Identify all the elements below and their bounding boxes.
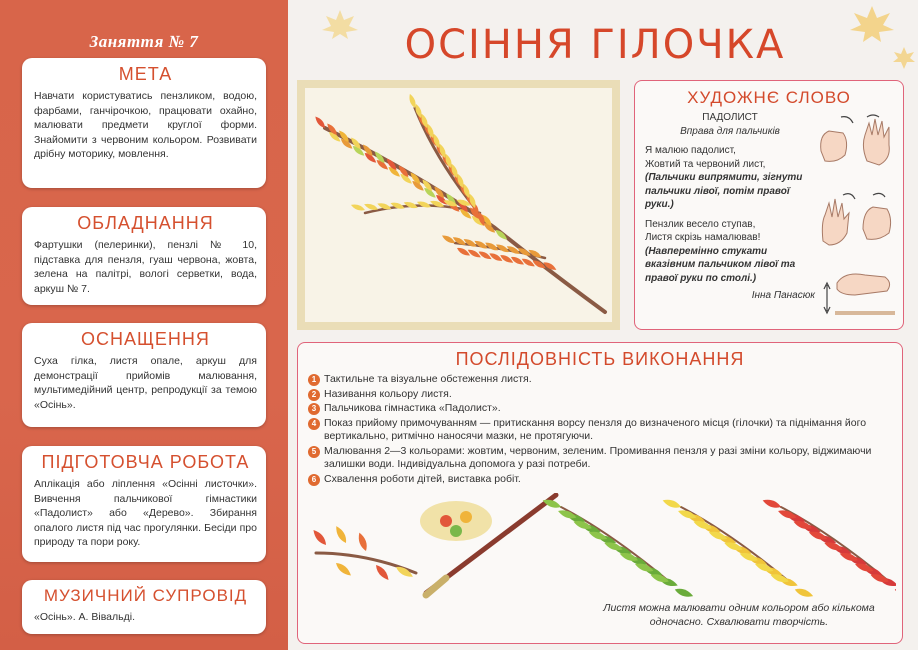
card-goal bbox=[22, 58, 266, 188]
step-text: Називання кольору листя. bbox=[324, 387, 452, 400]
list-item bbox=[308, 388, 898, 402]
paint-dot bbox=[440, 515, 452, 527]
list-item bbox=[308, 402, 898, 416]
art-word-heading: ХУДОЖНЄ СЛОВО bbox=[687, 88, 851, 107]
list-item bbox=[308, 373, 898, 387]
step-text: Показ прийому примочуванням — притискання ворсу пензля до визначеного місця (гілочки) та піднімання його вертикально, ритмічно наносячи мазки, не протягуючи. bbox=[324, 416, 867, 442]
leaf-icon bbox=[762, 497, 783, 510]
sequence-box bbox=[297, 342, 903, 644]
poem-instruction: (Навперемінно стукати вказівним пальчиком лівої та правої руки по столі.) bbox=[645, 245, 796, 284]
leaf-icon bbox=[334, 561, 353, 579]
card-music-text: «Осінь». А. Вівальді. bbox=[34, 611, 135, 623]
card-equipment-heading: ОБЛАДНАННЯ bbox=[77, 213, 214, 233]
list-item bbox=[308, 417, 898, 444]
poem-author: Інна Панасюк bbox=[751, 290, 815, 301]
card-equipment bbox=[22, 207, 266, 305]
step-text: Малювання 2—3 кольорами: жовтим, червоним, зеленим. Промивання пензля у разі зміни кольору, віджимаючи залишки води. Індивідуальна допомога у разі потреби. bbox=[324, 444, 872, 470]
leaf-icon bbox=[674, 586, 695, 599]
art-word-box bbox=[634, 80, 904, 330]
step-number-icon: 3 bbox=[308, 403, 320, 415]
step-number-icon: 1 bbox=[308, 374, 320, 386]
leaf-icon bbox=[794, 586, 815, 599]
card-preparation bbox=[22, 446, 266, 562]
leaf-icon bbox=[356, 532, 369, 553]
poem-line: Листя скрізь намалював! bbox=[645, 232, 761, 243]
branch-drawing bbox=[305, 88, 612, 322]
sequence-steps bbox=[308, 373, 898, 487]
step-number-icon: 6 bbox=[308, 474, 320, 486]
step-text: Тактильне та візуальне обстеження листя. bbox=[324, 373, 532, 385]
card-preparation-text: Аплікація або ліплення «Осінні листочки». Вивчення пальчикової гімнастики «Падолист» або «Дерево». Збирання опалого листя під час прогулянки. Бесіди про природу та пори року. bbox=[34, 478, 257, 548]
step-text: Схвалення роботи дітей, виставка робіт. bbox=[324, 472, 521, 485]
step-number-icon: 5 bbox=[308, 446, 320, 458]
hands-illustration bbox=[815, 111, 899, 321]
card-music-heading: МУЗИЧНИЙ СУПРОВІД bbox=[43, 586, 248, 605]
poem-title: ПАДОЛИСТ bbox=[702, 112, 758, 123]
poem-instruction: (Пальчики випрямити, зігнути пальчики лівої, потім правої руки.) bbox=[645, 172, 803, 210]
demo-illustration bbox=[306, 493, 896, 601]
step-number-icon: 2 bbox=[308, 389, 320, 401]
sequence-heading: ПОСЛІДОВНІСТЬ ВИКОНАННЯ bbox=[455, 349, 745, 369]
poem-line: Пензлик весело ступав, bbox=[645, 218, 756, 230]
leaf-icon bbox=[894, 586, 896, 599]
poem-line: Жовтий та червоний лист, bbox=[645, 158, 766, 170]
poem-line: Я малюю падолист, bbox=[645, 145, 736, 156]
card-equipment-text: Фартушки (пелеринки), пензлі № 10, підставка для пензля, гуаш червона, жовта, зелена на палітрі, вологі серветки, вода, аркуш № 7. bbox=[34, 239, 257, 295]
card-materials-heading: ОСНАЩЕННЯ bbox=[81, 329, 210, 349]
sequence-note: Листя можна малювати одним кольором або кількома одночасно. Схвалювати творчість. bbox=[603, 602, 875, 628]
leaf-icon bbox=[662, 497, 683, 510]
leaf-icon bbox=[333, 524, 348, 544]
list-item bbox=[308, 473, 898, 487]
card-materials-text: Суха гілка, листя опале, аркуш для демонстрації прийомів малювання, мультимедійний центр, репродукції за темою «Осінь». bbox=[34, 355, 257, 411]
leaf-icon bbox=[313, 115, 326, 130]
paint-dot bbox=[460, 511, 472, 523]
list-item bbox=[308, 445, 898, 472]
leaf-icon bbox=[350, 203, 366, 213]
paint-dot bbox=[450, 525, 462, 537]
leaf-icon bbox=[374, 563, 392, 582]
left-panel bbox=[0, 0, 288, 650]
poem-subtitle: Вправа для пальчиків bbox=[680, 125, 780, 137]
branch-stroke bbox=[426, 578, 446, 595]
card-materials bbox=[22, 323, 266, 427]
card-goal-heading: МЕТА bbox=[118, 64, 173, 84]
step-number-icon: 4 bbox=[308, 418, 320, 430]
poem bbox=[645, 111, 815, 303]
card-music bbox=[22, 580, 266, 634]
page-title: ОСІННЯ ГІЛОЧКА bbox=[404, 22, 786, 68]
card-preparation-heading: ПІДГОТОВЧА РОБОТА bbox=[41, 452, 250, 472]
branch-illustration bbox=[297, 80, 620, 330]
maple-leaf-icon bbox=[892, 46, 916, 70]
leaf-icon bbox=[311, 528, 329, 547]
step-text: Пальчикова гімнастика «Падолист». bbox=[324, 402, 501, 414]
lesson-number: Заняття № 7 bbox=[89, 32, 199, 51]
card-goal-text: Навчати користуватись пензликом, водою, фарбами, ганчірочкою, працювати охайно, малювати предмети круглої форми. Знайомити з червоним кольором. Розвивати дрібну моторику, мовлення. bbox=[34, 90, 257, 160]
